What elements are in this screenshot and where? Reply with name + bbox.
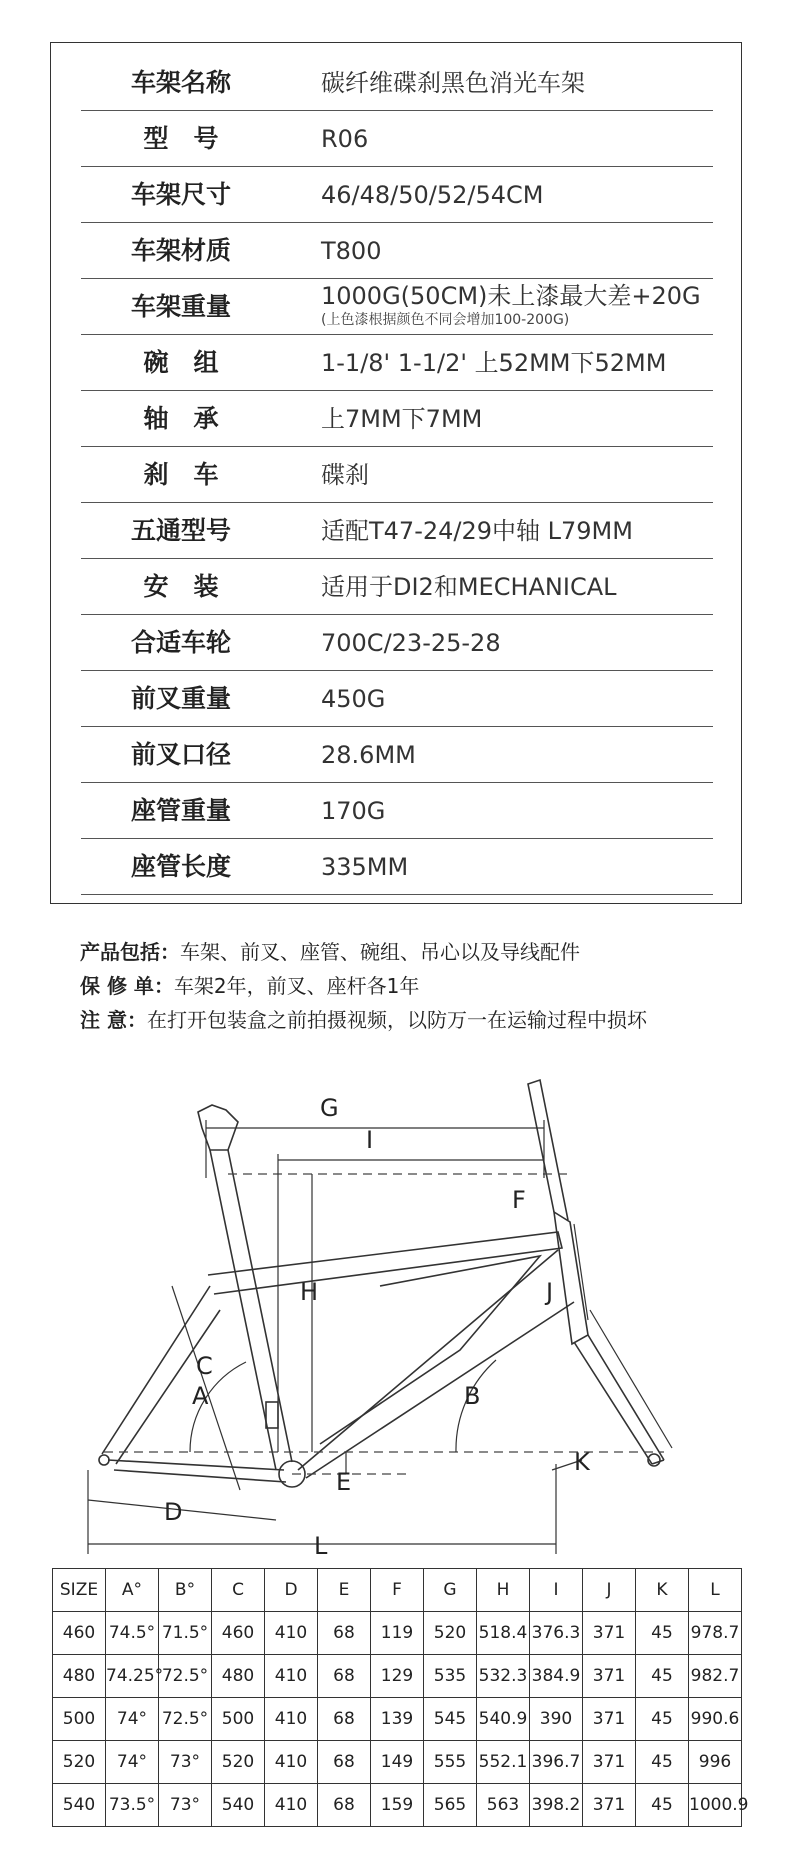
table-cell: 555 — [424, 1741, 477, 1784]
table-cell: 398.2 — [530, 1784, 583, 1827]
spec-note: (上色漆根据颜色不同会增加100-200G) — [321, 312, 570, 328]
note-label: 产品包括 — [80, 940, 160, 964]
table-cell: 500 — [212, 1698, 265, 1741]
frame-geometry-diagram — [80, 1050, 720, 1560]
table-cell: 376.3 — [530, 1612, 583, 1655]
table-cell: 68 — [318, 1655, 371, 1698]
spec-value: 1000G(50CM)未上漆最大差+20G — [321, 282, 701, 310]
table-cell: 371 — [583, 1612, 636, 1655]
table-cell: 410 — [265, 1612, 318, 1655]
spec-value: 450G — [321, 685, 386, 713]
spec-row — [81, 839, 713, 895]
spec-row — [81, 167, 713, 223]
dimension-label-a: A — [192, 1382, 209, 1410]
dimension-label-e: E — [336, 1468, 352, 1496]
spec-row — [81, 391, 713, 447]
table-cell: 460 — [212, 1612, 265, 1655]
spec-label: 座管长度 — [130, 852, 231, 881]
spec-label: 车架名称 — [130, 68, 231, 97]
spec-box — [50, 42, 742, 904]
spec-value: 上7MM下7MM — [321, 405, 483, 433]
table-cell: 72.5° — [159, 1655, 212, 1698]
table-cell: 68 — [318, 1784, 371, 1827]
dimension-label-i: I — [366, 1126, 374, 1154]
table-cell: 371 — [583, 1741, 636, 1784]
spec-value: T800 — [321, 237, 382, 265]
spec-label: 轴 承 — [143, 404, 219, 433]
spec-row — [81, 447, 713, 503]
table-cell: 563 — [477, 1784, 530, 1827]
table-cell: 73° — [159, 1741, 212, 1784]
spec-value: 170G — [321, 797, 386, 825]
spec-row — [81, 335, 713, 391]
dimension-label-b: B — [464, 1382, 481, 1410]
table-header-cell: I — [530, 1569, 583, 1612]
dimension-label-j: J — [546, 1278, 554, 1306]
dimension-label-c: C — [196, 1352, 213, 1380]
table-cell: 384.9 — [530, 1655, 583, 1698]
table-cell: 540.9 — [477, 1698, 530, 1741]
table-cell: 45 — [636, 1612, 689, 1655]
table-header-row — [53, 1569, 742, 1612]
table-cell: 149 — [371, 1741, 424, 1784]
dimension-label-k: K — [574, 1448, 590, 1476]
spec-label: 车架材质 — [130, 236, 231, 265]
spec-label: 前叉重量 — [130, 684, 231, 713]
spec-label: 车架尺寸 — [130, 180, 231, 209]
spec-value: 335MM — [321, 853, 409, 881]
note-label: 注 意 — [80, 1008, 127, 1032]
spec-label: 型 号 — [143, 124, 219, 153]
spec-value: 46/48/50/52/54CM — [321, 181, 544, 209]
dimension-label-g: G — [320, 1094, 339, 1122]
spec-row — [81, 727, 713, 783]
table-cell: 73.5° — [106, 1784, 159, 1827]
table-header-cell: L — [689, 1569, 742, 1612]
spec-label: 车架重量 — [130, 292, 231, 321]
table-cell: 390 — [530, 1698, 583, 1741]
spec-label: 座管重量 — [130, 796, 231, 825]
table-cell: 990.6 — [689, 1698, 742, 1741]
dimension-label-h: H — [300, 1278, 319, 1306]
table-cell: 74° — [106, 1698, 159, 1741]
table-cell: 480 — [53, 1655, 106, 1698]
table-cell: 45 — [636, 1655, 689, 1698]
table-cell: 520 — [424, 1612, 477, 1655]
table-cell: 996 — [689, 1741, 742, 1784]
spec-value: 碳纤维碟刹黑色消光车架 — [321, 69, 585, 97]
table-cell: 480 — [212, 1655, 265, 1698]
table-cell: 129 — [371, 1655, 424, 1698]
table-cell: 520 — [53, 1741, 106, 1784]
table-cell: 500 — [53, 1698, 106, 1741]
table-cell: 1000.9 — [689, 1784, 742, 1827]
spec-row — [81, 279, 713, 335]
spec-label: 前叉口径 — [130, 740, 231, 769]
table-cell: 45 — [636, 1741, 689, 1784]
table-cell: 73° — [159, 1784, 212, 1827]
table-cell: 520 — [212, 1741, 265, 1784]
table-header-cell: A° — [106, 1569, 159, 1612]
note-label: 保 修 单 — [80, 974, 154, 998]
spec-label: 刹 车 — [143, 460, 219, 489]
dimension-label-d: D — [164, 1498, 183, 1526]
table-cell: 532.3 — [477, 1655, 530, 1698]
table-header-cell: B° — [159, 1569, 212, 1612]
spec-row — [81, 223, 713, 279]
table-cell: 68 — [318, 1741, 371, 1784]
table-cell: 74° — [106, 1741, 159, 1784]
table-cell: 371 — [583, 1655, 636, 1698]
table-row — [53, 1784, 742, 1827]
spec-value: 28.6MM — [321, 741, 416, 769]
spec-row — [81, 783, 713, 839]
table-cell: 74.5° — [106, 1612, 159, 1655]
table-cell: 68 — [318, 1698, 371, 1741]
spec-value: 适用于DI2和MECHANICAL — [321, 573, 617, 601]
table-header-cell: K — [636, 1569, 689, 1612]
table-cell: 371 — [583, 1698, 636, 1741]
spec-value: 700C/23-25-28 — [321, 629, 501, 657]
table-cell: 371 — [583, 1784, 636, 1827]
spec-row — [81, 615, 713, 671]
table-cell: 410 — [265, 1741, 318, 1784]
spec-label: 碗 组 — [143, 348, 219, 377]
table-cell: 139 — [371, 1698, 424, 1741]
spec-row — [81, 559, 713, 615]
table-cell: 410 — [265, 1655, 318, 1698]
table-cell: 45 — [636, 1698, 689, 1741]
table-cell: 518.4 — [477, 1612, 530, 1655]
dimension-label-f: F — [512, 1186, 526, 1214]
table-header-cell: D — [265, 1569, 318, 1612]
table-header-cell: H — [477, 1569, 530, 1612]
table-cell: 535 — [424, 1655, 477, 1698]
table-cell: 565 — [424, 1784, 477, 1827]
table-header-cell: E — [318, 1569, 371, 1612]
table-row — [53, 1655, 742, 1698]
note-text: 在打开包装盒之前拍摄视频，以防万一在运输过程中损坏 — [146, 1008, 647, 1032]
table-header-cell: C — [212, 1569, 265, 1612]
spec-row — [81, 671, 713, 727]
table-cell: 71.5° — [159, 1612, 212, 1655]
table-cell: 540 — [212, 1784, 265, 1827]
table-header-cell: J — [583, 1569, 636, 1612]
table-row — [53, 1741, 742, 1784]
table-cell: 45 — [636, 1784, 689, 1827]
table-cell: 72.5° — [159, 1698, 212, 1741]
table-cell: 460 — [53, 1612, 106, 1655]
spec-label: 合适车轮 — [130, 628, 231, 657]
table-cell: 540 — [53, 1784, 106, 1827]
size-table — [52, 1568, 749, 1827]
spec-value: 碟刹 — [321, 461, 369, 489]
table-row — [53, 1698, 742, 1741]
note-text: 车架2年，前叉、座杆各1年 — [173, 974, 420, 998]
spec-value: 1-1/8' 1-1/2' 上52MM下52MM — [321, 349, 667, 377]
note-package: 产品包括：车架、前叉、座管、碗组、吊心以及导线配件 — [80, 940, 580, 964]
table-cell: 978.7 — [689, 1612, 742, 1655]
spec-row — [81, 55, 713, 111]
table-cell: 74.25° — [106, 1655, 159, 1698]
table-cell: 982.7 — [689, 1655, 742, 1698]
spec-row — [81, 111, 713, 167]
spec-value: 适配T47-24/29中轴 L79MM — [321, 517, 633, 545]
table-header-cell: G — [424, 1569, 477, 1612]
table-cell: 159 — [371, 1784, 424, 1827]
note-warranty: 保 修 单：车架2年，前叉、座杆各1年 — [80, 974, 420, 998]
dimension-label-l: L — [314, 1532, 328, 1560]
table-header-cell: F — [371, 1569, 424, 1612]
spec-label: 五通型号 — [130, 516, 231, 545]
spec-value: R06 — [321, 125, 369, 153]
spec-row — [81, 503, 713, 559]
table-header-cell: SIZE — [53, 1569, 106, 1612]
spec-label: 安 装 — [143, 572, 219, 601]
table-row — [53, 1612, 742, 1655]
table-cell: 119 — [371, 1612, 424, 1655]
note-text: 车架、前叉、座管、碗组、吊心以及导线配件 — [180, 940, 580, 964]
table-cell: 68 — [318, 1612, 371, 1655]
table-cell: 552.1 — [477, 1741, 530, 1784]
note-attention: 注 意：在打开包装盒之前拍摄视频，以防万一在运输过程中损坏 — [80, 1008, 647, 1032]
table-cell: 396.7 — [530, 1741, 583, 1784]
table-cell: 545 — [424, 1698, 477, 1741]
table-cell: 410 — [265, 1698, 318, 1741]
table-cell: 410 — [265, 1784, 318, 1827]
